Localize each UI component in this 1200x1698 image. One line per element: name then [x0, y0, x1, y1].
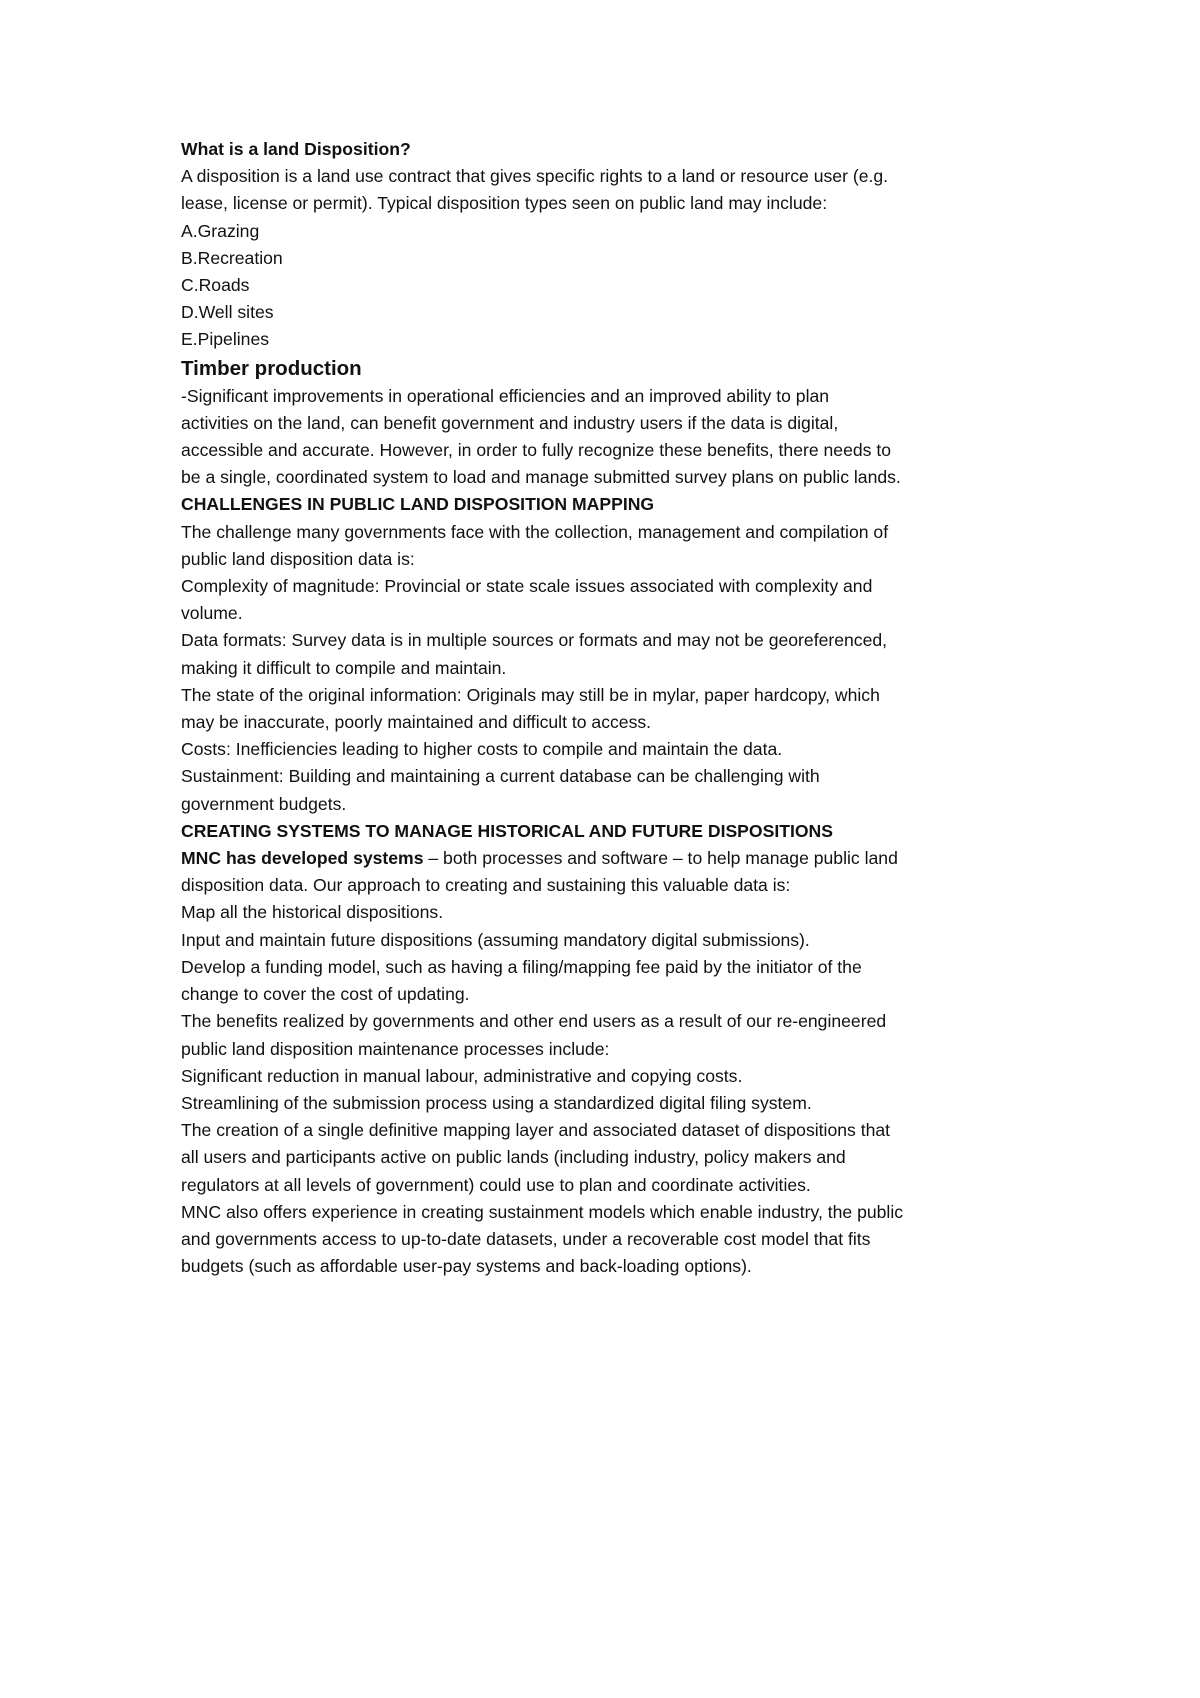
creating-line: Map all the historical dispositions.: [181, 902, 444, 923]
creating-line: change to cover the cost of updating.: [181, 984, 470, 1005]
challenges-line: The state of the original information: Originals may still be in mylar, paper hardcopy, which: [181, 684, 880, 705]
creating-line: regulators at all levels of government) could use to plan and coordinate activities.: [181, 1174, 811, 1195]
challenges-line: The challenge many governments face with the collection, management and compilation of: [181, 521, 889, 542]
disposition-type-item: C.Roads: [181, 275, 250, 296]
mnc-rest-text: – both processes and software – to help manage public land: [423, 848, 898, 869]
challenges-line: making it difficult to compile and maintain.: [181, 657, 507, 678]
challenges-line: government budgets.: [181, 793, 347, 814]
creating-line: all users and participants active on public lands (including industry, policy makers and: [181, 1147, 846, 1168]
timber-paragraph-line: accessible and accurate. However, in order to fully recognize these benefits, there needs to: [181, 440, 892, 461]
creating-line: public land disposition maintenance processes include:: [181, 1038, 610, 1059]
creating-line: and governments access to up-to-date datasets, under a recoverable cost model that fits: [181, 1228, 871, 1249]
creating-line: The benefits realized by governments and other end users as a result of our re-engineered: [181, 1011, 887, 1032]
creating-line: MNC also offers experience in creating sustainment models which enable industry, the public: [181, 1201, 904, 1222]
mnc-bold-text: MNC has developed systems: [181, 848, 424, 869]
heading-timber-production: Timber production: [181, 356, 362, 380]
creating-line: Streamlining of the submission process using a standardized digital filing system.: [181, 1092, 812, 1113]
creating-line: Significant reduction in manual labour, administrative and copying costs.: [181, 1065, 743, 1086]
challenges-line: Costs: Inefficiencies leading to higher costs to compile and maintain the data.: [181, 739, 783, 760]
intro-line: lease, license or permit). Typical disposition types seen on public land may include:: [181, 193, 828, 214]
heading-land-disposition: What is a land Disposition?: [181, 139, 411, 159]
creating-line: budgets (such as affordable user-pay systems and back-loading options).: [181, 1256, 752, 1277]
creating-line: disposition data. Our approach to creating and sustaining this valuable data is:: [181, 875, 791, 896]
disposition-type-item: A.Grazing: [181, 220, 260, 241]
disposition-type-item: B.Recreation: [181, 247, 283, 268]
timber-paragraph-line: -Significant improvements in operational efficiencies and an improved ability to plan: [181, 385, 830, 406]
challenges-line: public land disposition data is:: [181, 548, 415, 569]
heading-challenges: CHALLENGES IN PUBLIC LAND DISPOSITION MAPPING: [181, 494, 655, 515]
challenges-line: may be inaccurate, poorly maintained and difficult to access.: [181, 712, 652, 733]
intro-line: A disposition is a land use contract that gives specific rights to a land or resource user (e.g.: [181, 166, 889, 187]
creating-line: Develop a funding model, such as having a filing/mapping fee paid by the initiator of the: [181, 956, 862, 977]
creating-line: Input and maintain future dispositions (assuming mandatory digital submissions).: [181, 929, 810, 950]
challenges-line: Data formats: Survey data is in multiple sources or formats and may not be georeferenced,: [181, 630, 888, 651]
mnc-intro-line: [181, 845, 1031, 872]
heading-creating-systems: CREATING SYSTEMS TO MANAGE HISTORICAL AND FUTURE DISPOSITIONS: [181, 820, 833, 841]
document-body: [181, 136, 1031, 1280]
disposition-type-item: D.Well sites: [181, 302, 274, 323]
disposition-type-item: E.Pipelines: [181, 329, 270, 350]
timber-paragraph-line: activities on the land, can benefit government and industry users if the data is digital,: [181, 412, 839, 433]
timber-paragraph-line: be a single, coordinated system to load and manage submitted survey plans on public lands.: [181, 467, 901, 488]
challenges-line: Sustainment: Building and maintaining a current database can be challenging with: [181, 766, 820, 787]
challenges-line: volume.: [181, 603, 243, 624]
challenges-line: Complexity of magnitude: Provincial or state scale issues associated with complexity and: [181, 576, 873, 597]
creating-line: The creation of a single definitive mapping layer and associated dataset of dispositions that: [181, 1120, 891, 1141]
